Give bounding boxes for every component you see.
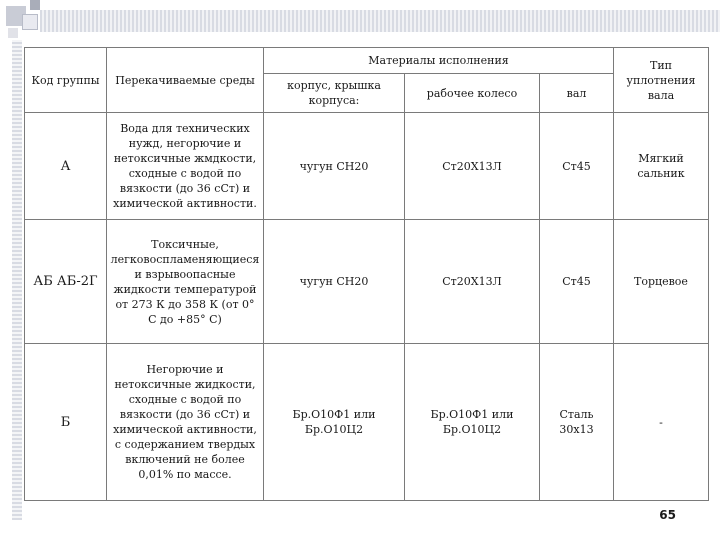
cell-code: Б (25, 344, 107, 501)
cell-seal: - (614, 344, 709, 501)
table-row (25, 344, 709, 501)
header-group-code: Код группы (25, 48, 107, 113)
cell-shaft: Ст45 (540, 113, 614, 220)
cell-code: АБ АБ-2Г (25, 220, 107, 344)
decor-square (22, 14, 38, 30)
cell-impeller: Бр.О10Ф1 или Бр.О10Ц2 (405, 344, 540, 501)
cell-housing: чугун СН20 (264, 113, 405, 220)
header-stripe-band (40, 10, 720, 32)
cell-media: Негорючие и нетоксичные жидкости, сходные с водой по вязкости (до 36 сСт) и химической активности, с содержанием твердых включений не более 0,01% по массе. (107, 344, 264, 501)
header-pumped-media: Перекачиваемые среды (107, 48, 264, 113)
decorative-header (0, 0, 720, 44)
decor-square (8, 28, 18, 38)
cell-code: А (25, 113, 107, 220)
table-row (25, 113, 709, 220)
decor-square (30, 0, 40, 10)
cell-housing: чугун СН20 (264, 220, 405, 344)
cell-shaft: Ст45 (540, 220, 614, 344)
cell-housing: Бр.О10Ф1 или Бр.О10Ц2 (264, 344, 405, 501)
cell-impeller: Ст20Х13Л (405, 113, 540, 220)
table-row (25, 220, 709, 344)
cell-media: Токсичные, легковоспламеняющиеся и взрывоопасные жидкости температурой от 273 К до 358 К (от 0° С до +85° С) (107, 220, 264, 344)
pump-materials-table (24, 47, 709, 501)
header-seal-type: Тип уплотнения вала (614, 48, 709, 113)
header-materials: Материалы исполнения (264, 48, 614, 74)
page-number: 65 (659, 508, 676, 522)
cell-shaft: Сталь 30х13 (540, 344, 614, 501)
header-housing: корпус, крышка корпуса: (264, 74, 405, 113)
header-shaft: вал (540, 74, 614, 113)
cell-seal: Торцевое (614, 220, 709, 344)
cell-impeller: Ст20Х13Л (405, 220, 540, 344)
cell-seal: Мягкий сальник (614, 113, 709, 220)
side-stripe-band (12, 40, 22, 520)
header-impeller: рабочее колесо (405, 74, 540, 113)
cell-media: Вода для технических нужд, негорючие и нетоксичные жмдкости, сходные с водой по вязкости (до 36 сСт) и химической активности. (107, 113, 264, 220)
